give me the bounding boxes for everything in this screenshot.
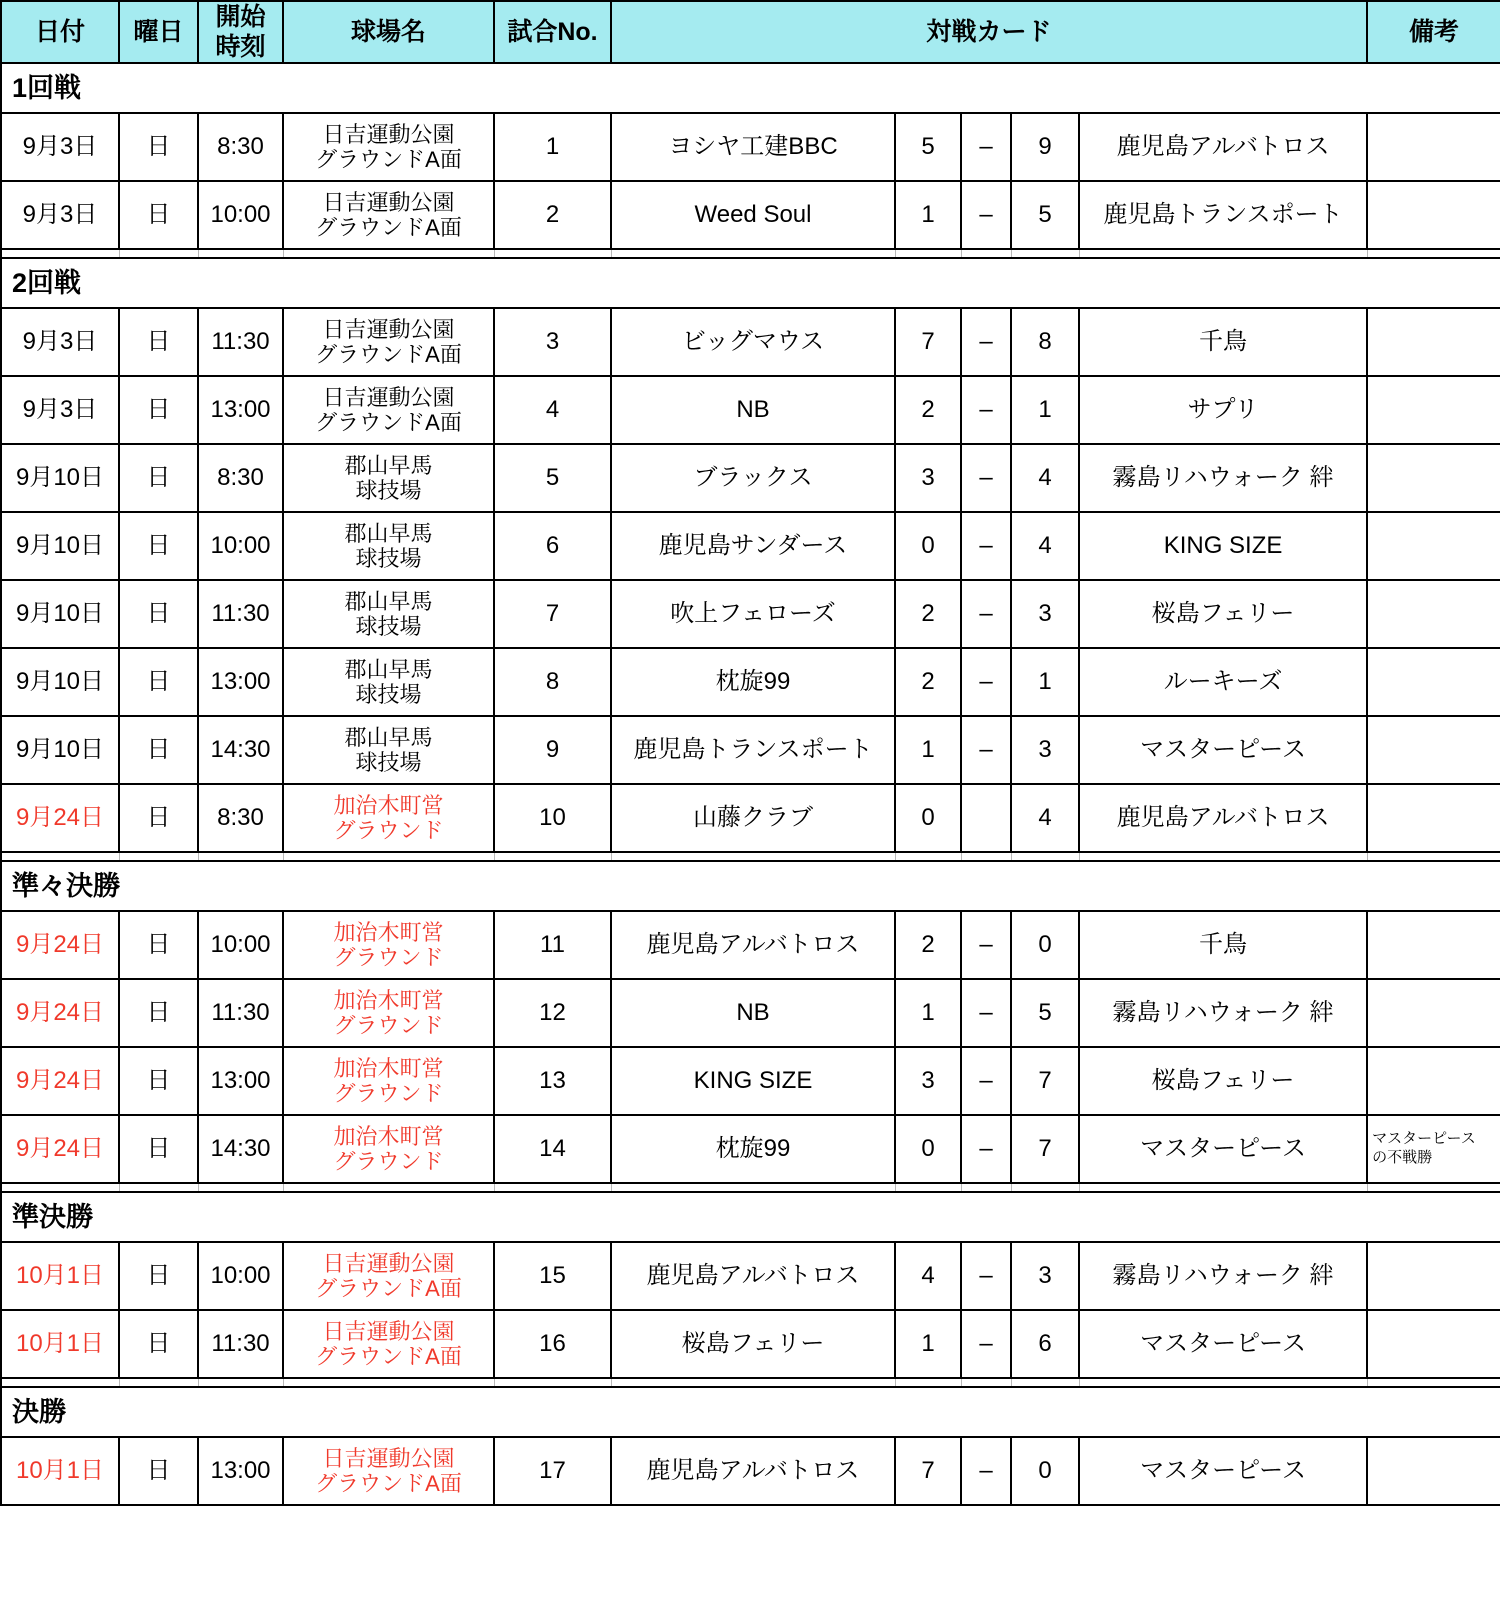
game-row bbox=[1, 512, 1500, 580]
stadium-cell: 郡山早馬 球技場 bbox=[283, 580, 494, 648]
remarks-cell bbox=[1367, 716, 1500, 784]
team2-cell: マスターピース bbox=[1079, 716, 1367, 784]
time-cell: 11:30 bbox=[198, 308, 283, 376]
spacer-cell bbox=[1011, 1183, 1079, 1192]
score2-cell: 0 bbox=[1011, 911, 1079, 979]
score1-cell: 2 bbox=[895, 911, 961, 979]
team2-cell: KING SIZE bbox=[1079, 512, 1367, 580]
section-row bbox=[1, 861, 1500, 911]
game-no-cell: 7 bbox=[494, 580, 611, 648]
time-cell: 14:30 bbox=[198, 1115, 283, 1183]
spacer-cell bbox=[961, 1378, 1011, 1387]
remarks-cell bbox=[1367, 1310, 1500, 1378]
time-cell: 13:00 bbox=[198, 376, 283, 444]
header-stadium: 球場名 bbox=[283, 1, 494, 63]
header-row bbox=[1, 1, 1500, 63]
stadium-cell: 日吉運動公園 グラウンドA面 bbox=[283, 181, 494, 249]
spacer-cell bbox=[1367, 1183, 1500, 1192]
score2-cell: 9 bbox=[1011, 113, 1079, 181]
stadium-cell: 日吉運動公園 グラウンドA面 bbox=[283, 308, 494, 376]
team2-cell: 桜島フェリー bbox=[1079, 1047, 1367, 1115]
spacer-cell bbox=[1011, 852, 1079, 861]
game-no-cell: 9 bbox=[494, 716, 611, 784]
spacer-cell bbox=[283, 1183, 494, 1192]
spacer-cell bbox=[119, 1378, 198, 1387]
team2-cell: サプリ bbox=[1079, 376, 1367, 444]
spacer-cell bbox=[283, 852, 494, 861]
team1-cell: 鹿児島アルバトロス bbox=[611, 1242, 895, 1310]
score1-cell: 0 bbox=[895, 1115, 961, 1183]
time-cell: 11:30 bbox=[198, 580, 283, 648]
team1-cell: 吹上フェローズ bbox=[611, 580, 895, 648]
team2-cell: マスターピース bbox=[1079, 1437, 1367, 1505]
score-dash-cell: – bbox=[961, 1437, 1011, 1505]
weekday-cell: 日 bbox=[119, 784, 198, 852]
score-dash-cell: – bbox=[961, 580, 1011, 648]
weekday-cell: 日 bbox=[119, 1047, 198, 1115]
stadium-cell: 日吉運動公園 グラウンドA面 bbox=[283, 1242, 494, 1310]
spacer-cell bbox=[895, 1378, 961, 1387]
team2-cell: 霧島リハウォーク 絆 bbox=[1079, 1242, 1367, 1310]
stadium-cell: 日吉運動公園 グラウンドA面 bbox=[283, 1310, 494, 1378]
date-cell: 9月10日 bbox=[1, 580, 119, 648]
weekday-cell: 日 bbox=[119, 1242, 198, 1310]
game-no-cell: 13 bbox=[494, 1047, 611, 1115]
time-cell: 8:30 bbox=[198, 444, 283, 512]
spacer-cell bbox=[1079, 1183, 1367, 1192]
game-row bbox=[1, 444, 1500, 512]
spacer-row bbox=[1, 852, 1500, 861]
stadium-cell: 郡山早馬 球技場 bbox=[283, 648, 494, 716]
team2-cell: 鹿児島トランスポート bbox=[1079, 181, 1367, 249]
time-cell: 13:00 bbox=[198, 1047, 283, 1115]
spacer-cell bbox=[1, 1378, 119, 1387]
game-row bbox=[1, 648, 1500, 716]
team1-cell: ヨシヤ工建BBC bbox=[611, 113, 895, 181]
date-cell: 9月24日 bbox=[1, 1047, 119, 1115]
game-row bbox=[1, 580, 1500, 648]
score2-cell: 3 bbox=[1011, 1242, 1079, 1310]
score-dash-cell: – bbox=[961, 113, 1011, 181]
date-cell: 9月10日 bbox=[1, 648, 119, 716]
stadium-cell: 加治木町営 グラウンド bbox=[283, 784, 494, 852]
weekday-cell: 日 bbox=[119, 1437, 198, 1505]
stadium-cell: 郡山早馬 球技場 bbox=[283, 512, 494, 580]
remarks-cell bbox=[1367, 512, 1500, 580]
spacer-cell bbox=[1011, 1378, 1079, 1387]
stadium-cell: 日吉運動公園 グラウンドA面 bbox=[283, 376, 494, 444]
spacer-cell bbox=[1, 1183, 119, 1192]
team2-cell: 鹿児島アルバトロス bbox=[1079, 113, 1367, 181]
team1-cell: NB bbox=[611, 979, 895, 1047]
score2-cell: 1 bbox=[1011, 376, 1079, 444]
score-dash-cell: – bbox=[961, 444, 1011, 512]
spacer-cell bbox=[1367, 852, 1500, 861]
spacer-cell bbox=[1079, 249, 1367, 258]
spacer-cell bbox=[283, 1378, 494, 1387]
game-row bbox=[1, 308, 1500, 376]
spacer-cell bbox=[119, 852, 198, 861]
date-cell: 9月24日 bbox=[1, 911, 119, 979]
weekday-cell: 日 bbox=[119, 113, 198, 181]
weekday-cell: 日 bbox=[119, 911, 198, 979]
time-cell: 11:30 bbox=[198, 979, 283, 1047]
score-dash-cell: – bbox=[961, 1310, 1011, 1378]
date-cell: 9月24日 bbox=[1, 1115, 119, 1183]
game-no-cell: 8 bbox=[494, 648, 611, 716]
team1-cell: 鹿児島トランスポート bbox=[611, 716, 895, 784]
game-row bbox=[1, 113, 1500, 181]
game-no-cell: 2 bbox=[494, 181, 611, 249]
team1-cell: 山藤クラブ bbox=[611, 784, 895, 852]
score1-cell: 7 bbox=[895, 1437, 961, 1505]
header-remarks: 備考 bbox=[1367, 1, 1500, 63]
score2-cell: 5 bbox=[1011, 979, 1079, 1047]
date-cell: 9月10日 bbox=[1, 444, 119, 512]
weekday-cell: 日 bbox=[119, 580, 198, 648]
spacer-cell bbox=[1, 852, 119, 861]
score1-cell: 0 bbox=[895, 512, 961, 580]
game-row bbox=[1, 1437, 1500, 1505]
spacer-cell bbox=[611, 1378, 895, 1387]
team1-cell: KING SIZE bbox=[611, 1047, 895, 1115]
remarks-cell bbox=[1367, 308, 1500, 376]
score2-cell: 6 bbox=[1011, 1310, 1079, 1378]
header-start-time: 開始 時刻 bbox=[198, 1, 283, 63]
score2-cell: 7 bbox=[1011, 1047, 1079, 1115]
stadium-cell: 郡山早馬 球技場 bbox=[283, 716, 494, 784]
score1-cell: 2 bbox=[895, 376, 961, 444]
game-no-cell: 6 bbox=[494, 512, 611, 580]
spacer-cell bbox=[198, 1378, 283, 1387]
date-cell: 9月10日 bbox=[1, 512, 119, 580]
score-dash-cell: – bbox=[961, 911, 1011, 979]
time-cell: 8:30 bbox=[198, 113, 283, 181]
time-cell: 13:00 bbox=[198, 1437, 283, 1505]
score2-cell: 4 bbox=[1011, 784, 1079, 852]
weekday-cell: 日 bbox=[119, 648, 198, 716]
spacer-cell bbox=[1367, 1378, 1500, 1387]
score1-cell: 7 bbox=[895, 308, 961, 376]
game-row bbox=[1, 784, 1500, 852]
game-row bbox=[1, 911, 1500, 979]
score2-cell: 7 bbox=[1011, 1115, 1079, 1183]
team2-cell: 桜島フェリー bbox=[1079, 580, 1367, 648]
spacer-cell bbox=[198, 852, 283, 861]
spacer-cell bbox=[1, 249, 119, 258]
header-date: 日付 bbox=[1, 1, 119, 63]
score2-cell: 3 bbox=[1011, 580, 1079, 648]
score2-cell: 1 bbox=[1011, 648, 1079, 716]
score-dash-cell: – bbox=[961, 1047, 1011, 1115]
remarks-cell bbox=[1367, 444, 1500, 512]
team1-cell: 枕旋99 bbox=[611, 1115, 895, 1183]
remarks-cell bbox=[1367, 113, 1500, 181]
team1-cell: NB bbox=[611, 376, 895, 444]
spacer-cell bbox=[1367, 249, 1500, 258]
time-cell: 10:00 bbox=[198, 911, 283, 979]
date-cell: 9月24日 bbox=[1, 979, 119, 1047]
header-match-card: 対戦カード bbox=[611, 1, 1367, 63]
team2-cell: マスターピース bbox=[1079, 1310, 1367, 1378]
game-no-cell: 14 bbox=[494, 1115, 611, 1183]
game-row bbox=[1, 1047, 1500, 1115]
score1-cell: 4 bbox=[895, 1242, 961, 1310]
remarks-cell bbox=[1367, 580, 1500, 648]
game-no-cell: 10 bbox=[494, 784, 611, 852]
date-cell: 10月1日 bbox=[1, 1242, 119, 1310]
game-no-cell: 16 bbox=[494, 1310, 611, 1378]
spacer-cell bbox=[494, 852, 611, 861]
score-dash-cell: – bbox=[961, 1242, 1011, 1310]
date-cell: 9月3日 bbox=[1, 308, 119, 376]
team2-cell: ルーキーズ bbox=[1079, 648, 1367, 716]
team1-cell: 鹿児島アルバトロス bbox=[611, 911, 895, 979]
stadium-cell: 加治木町営 グラウンド bbox=[283, 979, 494, 1047]
header-game-no: 試合No. bbox=[494, 1, 611, 63]
date-cell: 9月3日 bbox=[1, 113, 119, 181]
spacer-row bbox=[1, 1378, 1500, 1387]
game-row bbox=[1, 1115, 1500, 1183]
time-cell: 14:30 bbox=[198, 716, 283, 784]
spacer-cell bbox=[895, 1183, 961, 1192]
remarks-cell bbox=[1367, 784, 1500, 852]
score2-cell: 3 bbox=[1011, 716, 1079, 784]
game-no-cell: 15 bbox=[494, 1242, 611, 1310]
team2-cell: 千鳥 bbox=[1079, 308, 1367, 376]
section-row bbox=[1, 1387, 1500, 1437]
weekday-cell: 日 bbox=[119, 979, 198, 1047]
game-no-cell: 11 bbox=[494, 911, 611, 979]
score1-cell: 1 bbox=[895, 1310, 961, 1378]
remarks-cell bbox=[1367, 648, 1500, 716]
team2-cell: 霧島リハウォーク 絆 bbox=[1079, 444, 1367, 512]
remarks-cell bbox=[1367, 1242, 1500, 1310]
spacer-cell bbox=[494, 1378, 611, 1387]
game-no-cell: 3 bbox=[494, 308, 611, 376]
score-dash-cell: – bbox=[961, 308, 1011, 376]
spacer-cell bbox=[119, 1183, 198, 1192]
spacer-cell bbox=[198, 249, 283, 258]
remarks-cell bbox=[1367, 979, 1500, 1047]
section-row bbox=[1, 63, 1500, 113]
score-dash-cell: – bbox=[961, 979, 1011, 1047]
spacer-cell bbox=[961, 249, 1011, 258]
spacer-cell bbox=[283, 249, 494, 258]
weekday-cell: 日 bbox=[119, 1115, 198, 1183]
score-dash-cell: – bbox=[961, 716, 1011, 784]
weekday-cell: 日 bbox=[119, 308, 198, 376]
score1-cell: 0 bbox=[895, 784, 961, 852]
remarks-cell: マスターピース の不戦勝 bbox=[1367, 1115, 1500, 1183]
date-cell: 9月24日 bbox=[1, 784, 119, 852]
game-no-cell: 12 bbox=[494, 979, 611, 1047]
date-cell: 9月3日 bbox=[1, 376, 119, 444]
stadium-cell: 日吉運動公園 グラウンドA面 bbox=[283, 113, 494, 181]
score1-cell: 3 bbox=[895, 1047, 961, 1115]
spacer-cell bbox=[1011, 249, 1079, 258]
team2-cell: 千鳥 bbox=[1079, 911, 1367, 979]
time-cell: 10:00 bbox=[198, 181, 283, 249]
spacer-cell bbox=[494, 249, 611, 258]
remarks-cell bbox=[1367, 181, 1500, 249]
score2-cell: 4 bbox=[1011, 444, 1079, 512]
game-row bbox=[1, 1310, 1500, 1378]
score1-cell: 1 bbox=[895, 181, 961, 249]
game-row bbox=[1, 716, 1500, 784]
spacer-cell bbox=[198, 1183, 283, 1192]
spacer-cell bbox=[961, 1183, 1011, 1192]
spacer-row bbox=[1, 249, 1500, 258]
date-cell: 10月1日 bbox=[1, 1437, 119, 1505]
team1-cell: 鹿児島サンダース bbox=[611, 512, 895, 580]
date-cell: 9月3日 bbox=[1, 181, 119, 249]
stadium-cell: 加治木町営 グラウンド bbox=[283, 911, 494, 979]
section-title: 1回戦 bbox=[1, 63, 1500, 113]
score2-cell: 5 bbox=[1011, 181, 1079, 249]
score2-cell: 0 bbox=[1011, 1437, 1079, 1505]
weekday-cell: 日 bbox=[119, 1310, 198, 1378]
team1-cell: Weed Soul bbox=[611, 181, 895, 249]
score-dash-cell bbox=[961, 784, 1011, 852]
date-cell: 10月1日 bbox=[1, 1310, 119, 1378]
spacer-cell bbox=[119, 249, 198, 258]
score-dash-cell: – bbox=[961, 648, 1011, 716]
spacer-cell bbox=[1079, 1378, 1367, 1387]
score1-cell: 5 bbox=[895, 113, 961, 181]
header-weekday: 曜日 bbox=[119, 1, 198, 63]
score-dash-cell: – bbox=[961, 181, 1011, 249]
spacer-cell bbox=[961, 852, 1011, 861]
stadium-cell: 加治木町営 グラウンド bbox=[283, 1047, 494, 1115]
team1-cell: ビッグマウス bbox=[611, 308, 895, 376]
score2-cell: 8 bbox=[1011, 308, 1079, 376]
section-title: 決勝 bbox=[1, 1387, 1500, 1437]
section-row bbox=[1, 258, 1500, 308]
team2-cell: 鹿児島アルバトロス bbox=[1079, 784, 1367, 852]
weekday-cell: 日 bbox=[119, 716, 198, 784]
spacer-cell bbox=[895, 852, 961, 861]
time-cell: 13:00 bbox=[198, 648, 283, 716]
game-row bbox=[1, 376, 1500, 444]
score1-cell: 1 bbox=[895, 716, 961, 784]
spacer-cell bbox=[1079, 852, 1367, 861]
team1-cell: 鹿児島アルバトロス bbox=[611, 1437, 895, 1505]
remarks-cell bbox=[1367, 1047, 1500, 1115]
score1-cell: 3 bbox=[895, 444, 961, 512]
section-title: 準決勝 bbox=[1, 1192, 1500, 1242]
spacer-cell bbox=[611, 852, 895, 861]
score-dash-cell: – bbox=[961, 376, 1011, 444]
game-row bbox=[1, 1242, 1500, 1310]
score2-cell: 4 bbox=[1011, 512, 1079, 580]
game-no-cell: 5 bbox=[494, 444, 611, 512]
weekday-cell: 日 bbox=[119, 181, 198, 249]
remarks-cell bbox=[1367, 1437, 1500, 1505]
team2-cell: マスターピース bbox=[1079, 1115, 1367, 1183]
score1-cell: 2 bbox=[895, 648, 961, 716]
score-dash-cell: – bbox=[961, 1115, 1011, 1183]
spacer-cell bbox=[611, 1183, 895, 1192]
section-row bbox=[1, 1192, 1500, 1242]
stadium-cell: 加治木町営 グラウンド bbox=[283, 1115, 494, 1183]
team1-cell: 枕旋99 bbox=[611, 648, 895, 716]
spacer-row bbox=[1, 1183, 1500, 1192]
time-cell: 10:00 bbox=[198, 512, 283, 580]
spacer-cell bbox=[494, 1183, 611, 1192]
remarks-cell bbox=[1367, 911, 1500, 979]
weekday-cell: 日 bbox=[119, 376, 198, 444]
team1-cell: ブラックス bbox=[611, 444, 895, 512]
team1-cell: 桜島フェリー bbox=[611, 1310, 895, 1378]
score1-cell: 1 bbox=[895, 979, 961, 1047]
time-cell: 8:30 bbox=[198, 784, 283, 852]
spacer-cell bbox=[895, 249, 961, 258]
game-row bbox=[1, 979, 1500, 1047]
stadium-cell: 郡山早馬 球技場 bbox=[283, 444, 494, 512]
game-no-cell: 1 bbox=[494, 113, 611, 181]
score1-cell: 2 bbox=[895, 580, 961, 648]
team2-cell: 霧島リハウォーク 絆 bbox=[1079, 979, 1367, 1047]
schedule-body bbox=[1, 63, 1500, 1505]
stadium-cell: 日吉運動公園 グラウンドA面 bbox=[283, 1437, 494, 1505]
weekday-cell: 日 bbox=[119, 444, 198, 512]
score-dash-cell: – bbox=[961, 512, 1011, 580]
weekday-cell: 日 bbox=[119, 512, 198, 580]
time-cell: 10:00 bbox=[198, 1242, 283, 1310]
section-title: 準々決勝 bbox=[1, 861, 1500, 911]
game-no-cell: 4 bbox=[494, 376, 611, 444]
game-no-cell: 17 bbox=[494, 1437, 611, 1505]
spacer-cell bbox=[611, 249, 895, 258]
date-cell: 9月10日 bbox=[1, 716, 119, 784]
time-cell: 11:30 bbox=[198, 1310, 283, 1378]
section-title: 2回戦 bbox=[1, 258, 1500, 308]
game-row bbox=[1, 181, 1500, 249]
remarks-cell bbox=[1367, 376, 1500, 444]
